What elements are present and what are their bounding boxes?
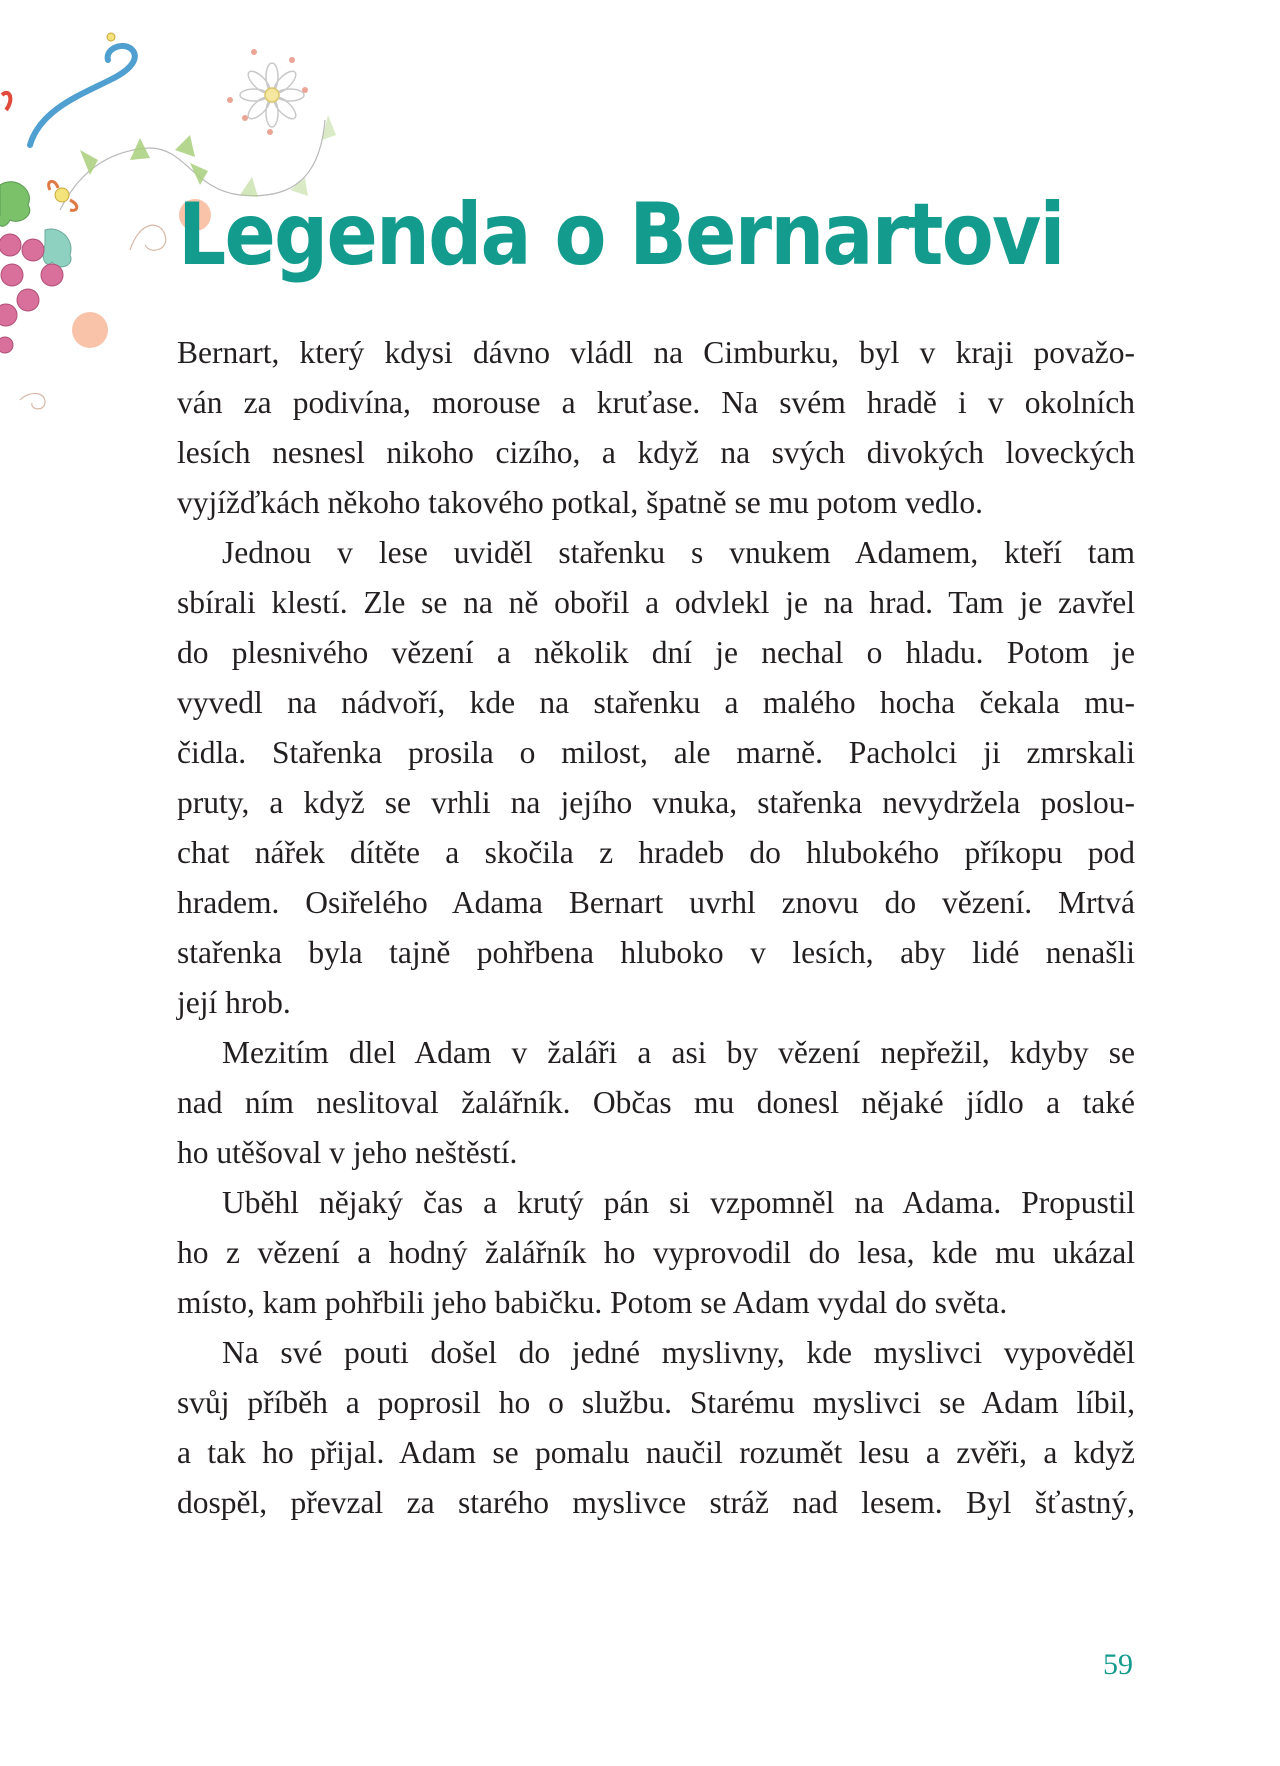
text-line: Uběhl nějaký čas a krutý pán si vzpomněl na Adama. Propustil xyxy=(222,1185,1135,1220)
text-line: hradem. Osiřelého Adama Bernart uvrhl znovu do vězení. Mrtvá xyxy=(177,885,1135,920)
text-line: sbírali klestí. Zle se na ně obořil a odvlekl je na hrad. Tam je zavřel xyxy=(177,585,1135,620)
text-line: místo, kam pohřbili jeho babičku. Potom se Adam vydal do světa. xyxy=(177,1285,1008,1320)
text-line: chat nářek dítěte a skočila z hradeb do hlubokého příkopu pod xyxy=(177,835,1135,870)
text-line: svůj příběh a poprosil ho o službu. Starému myslivci se Adam líbil, xyxy=(177,1385,1135,1420)
text-line: stařenka byla tajně pohřbena hluboko v lesích, aby lidé nenašli xyxy=(177,935,1135,970)
text-line: Jednou v lese uviděl stařenku s vnukem Adamem, kteří tam xyxy=(222,535,1135,570)
story-text xyxy=(177,328,1135,1528)
text-line: nad ním neslitoval žalářník. Občas mu donesl nějaké jídlo a také xyxy=(177,1085,1135,1120)
text-line: Na své pouti došel do jedné myslivny, kde myslivci vypověděl xyxy=(222,1335,1135,1370)
text-line: Mezitím dlel Adam v žaláři a asi by vězení nepřežil, kdyby se xyxy=(222,1035,1135,1070)
text-line: lesích nesnesl nikoho cizího, a když na svých divokých loveckých xyxy=(177,435,1135,470)
text-line: vyvedl na nádvoří, kde na stařenku a malého hocha čekala mu- xyxy=(177,685,1135,720)
text-line: dospěl, převzal za starého myslivce stráž nad lesem. Byl šťastný, xyxy=(177,1485,1135,1520)
text-line: a tak ho přijal. Adam se pomalu naučil rozumět lesu a zvěři, a když xyxy=(177,1435,1135,1470)
text-line: ván za podivína, morouse a kruťase. Na svém hradě i v okolních xyxy=(177,385,1135,420)
page-number: 59 xyxy=(1103,1648,1133,1681)
text-line: vyjížďkách někoho takového potkal, špatně se mu potom vedlo. xyxy=(177,485,983,520)
page-title: Legenda o Bernartovi xyxy=(178,185,1064,285)
text-line: její hrob. xyxy=(177,985,291,1020)
text-line: ho z vězení a hodný žalářník ho vyprovodil do lesa, kde mu ukázal xyxy=(177,1235,1135,1270)
text-line: čidla. Stařenka prosila o milost, ale marně. Pacholci ji zmrskali xyxy=(177,735,1135,770)
text-line: ho utěšoval v jeho neštěstí. xyxy=(177,1135,518,1170)
text-line: Bernart, který kdysi dávno vládl na Cimburku, byl v kraji považo- xyxy=(177,335,1135,370)
text-line: do plesnivého vězení a několik dní je nechal o hladu. Potom je xyxy=(177,635,1135,670)
text-line: pruty, a když se vrhli na jejího vnuka, stařenka nevydržela poslou- xyxy=(177,785,1135,820)
